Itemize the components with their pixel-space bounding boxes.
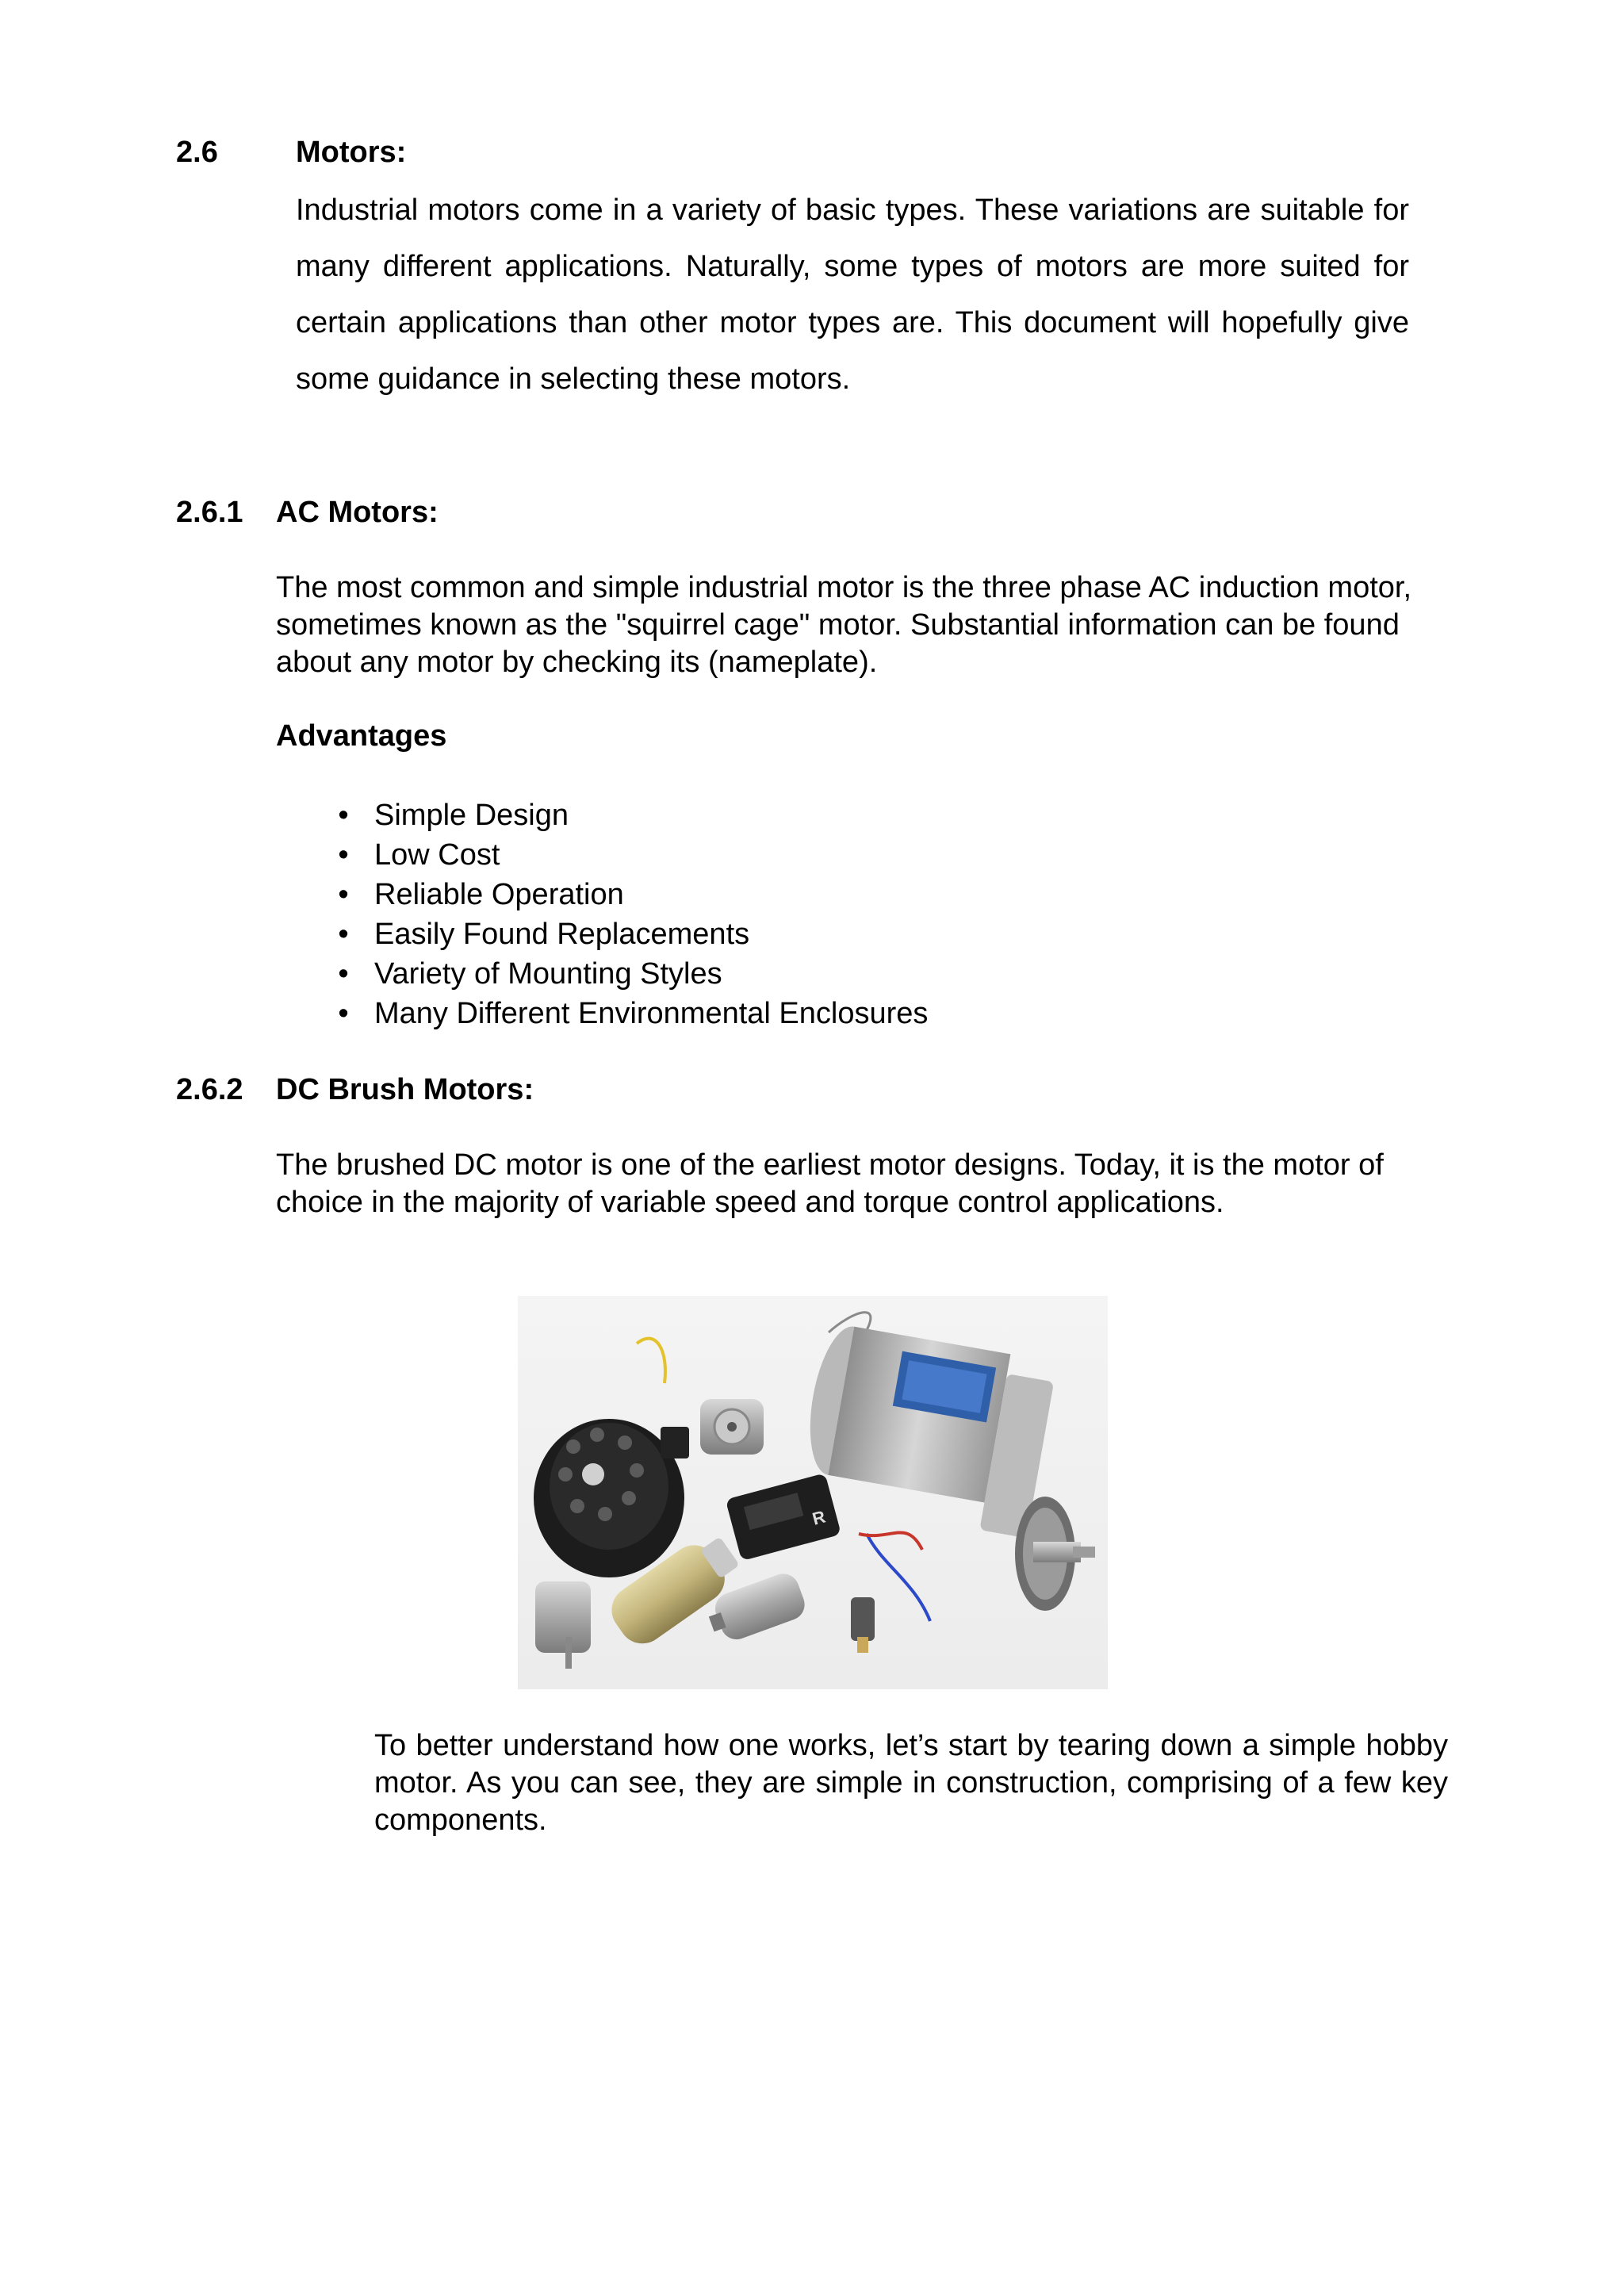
section-2-6-1-body: The most common and simple industrial motor is the three phase AC induction motor, sometimes known as the "squirrel cage" motor. Substantial information can be found about any motor by checking its (nameplate). xyxy=(276,571,1412,679)
section-2-6-2-after-figure: To better understand how one works, let’s start by tearing down a simple hobby motor. As you can see, they are simple in construction, comprising of a few key components. xyxy=(374,1729,1448,1837)
bullet-icon: • xyxy=(338,878,349,911)
advantage-label: Reliable Operation xyxy=(374,878,624,911)
advantage-label: Many Different Environmental Enclosures xyxy=(374,997,929,1030)
list-item xyxy=(338,994,1405,1033)
bullet-icon: • xyxy=(338,997,349,1030)
advantage-label: Variety of Mounting Styles xyxy=(374,957,722,991)
section-title-dc-brush-motors: DC Brush Motors: xyxy=(276,1073,534,1106)
svg-text:R: R xyxy=(810,1506,828,1529)
dc-motors-photo xyxy=(518,1296,1108,1689)
section-number-2-6-1: 2.6.1 xyxy=(176,496,243,529)
bullet-icon: • xyxy=(338,918,349,951)
section-title-ac-motors: AC Motors: xyxy=(276,496,439,529)
list-item xyxy=(338,875,1405,914)
list-item xyxy=(338,914,1405,954)
advantage-label: Easily Found Replacements xyxy=(374,918,750,951)
section-2-6-2-body: The brushed DC motor is one of the earliest motor designs. Today, it is the motor of choice in the majority of variable speed and torque control applications. xyxy=(276,1148,1384,1219)
section-number-2-6-2: 2.6.2 xyxy=(176,1073,243,1106)
list-item xyxy=(338,795,1405,835)
section-2-6-body: Industrial motors come in a variety of basic types. These variations are suitable for many different applications. Naturally, some types of motors are more suited for certain applications than other motor types are. This document will hopefully give some guidance in selecting these motors. xyxy=(296,194,1409,396)
list-item xyxy=(338,954,1405,994)
advantages-heading: Advantages xyxy=(276,719,447,753)
section-title-motors: Motors: xyxy=(296,136,407,169)
bullet-icon: • xyxy=(338,957,349,991)
advantages-list xyxy=(338,795,1405,1033)
advantage-label: Low Cost xyxy=(374,838,500,872)
section-number-2-6: 2.6 xyxy=(176,136,218,169)
list-item xyxy=(338,835,1405,875)
bullet-icon: • xyxy=(338,838,349,872)
bullet-icon: • xyxy=(338,799,349,832)
advantage-label: Simple Design xyxy=(374,799,569,832)
